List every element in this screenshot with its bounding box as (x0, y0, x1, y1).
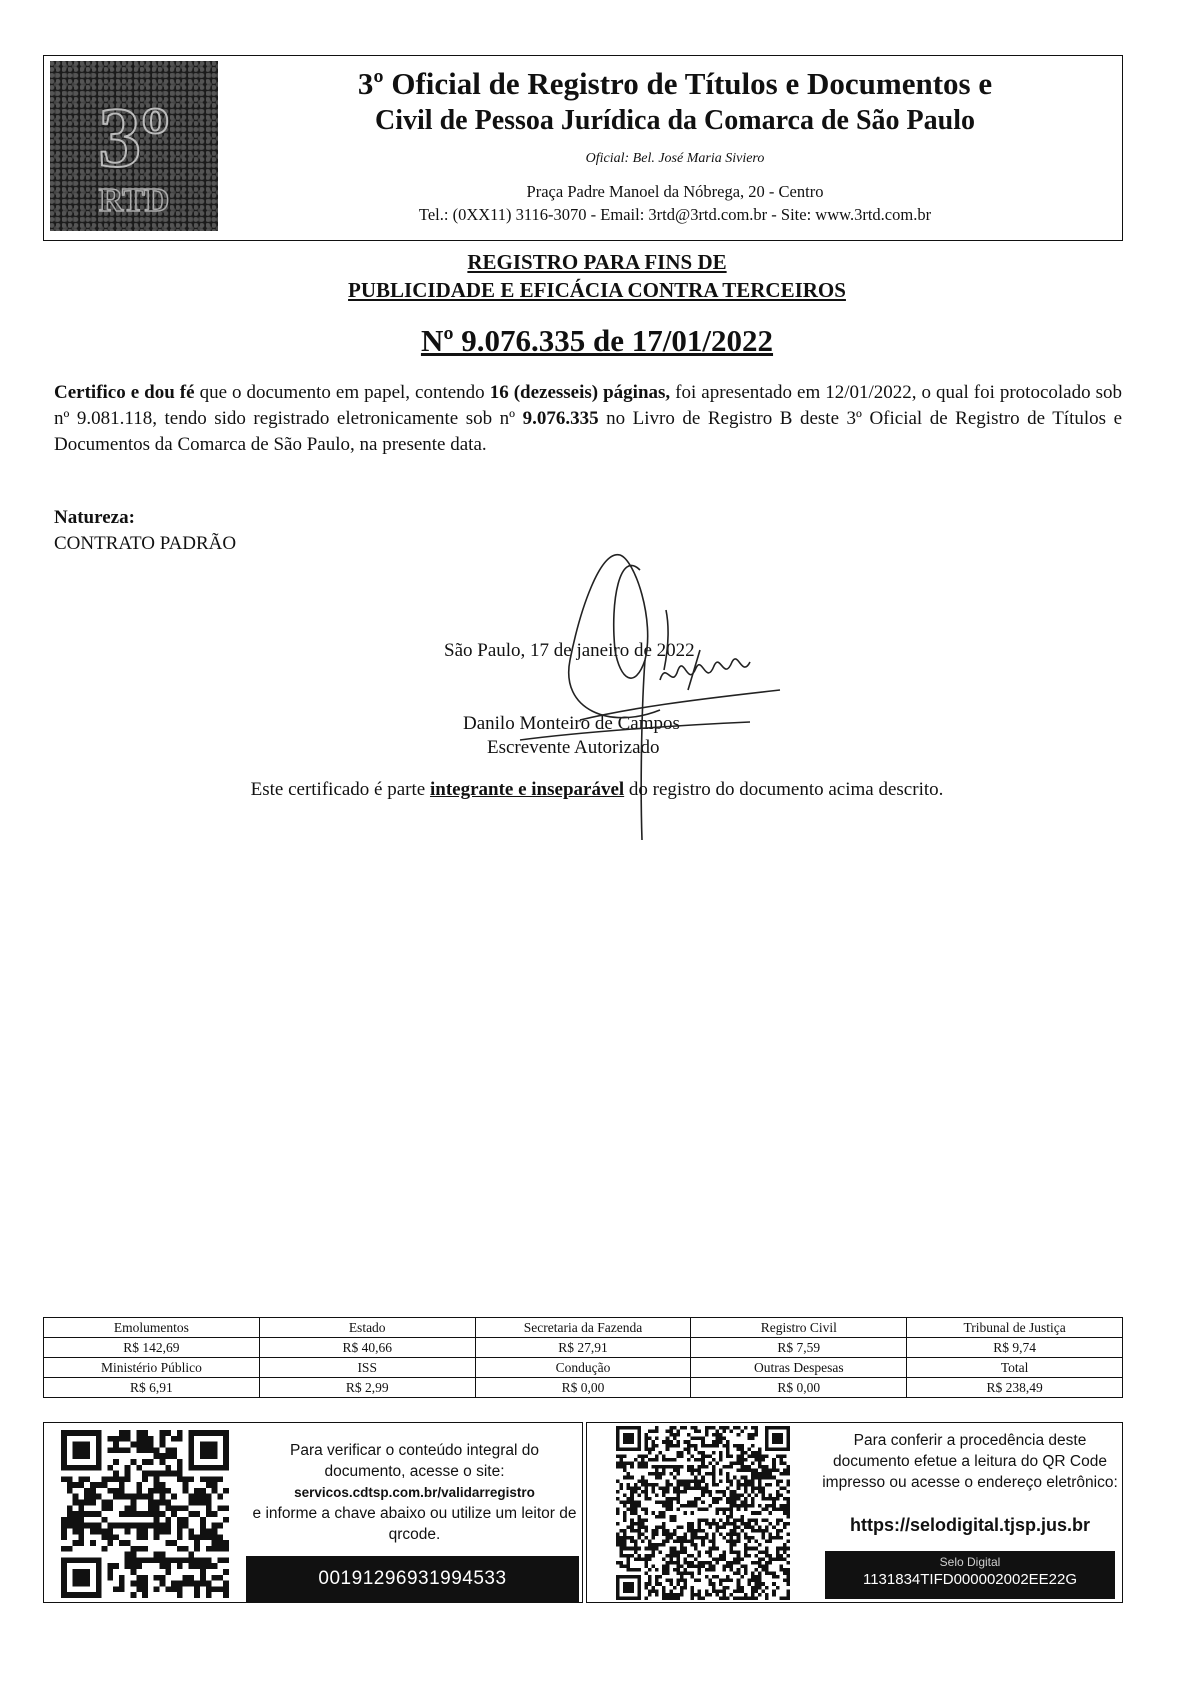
registry-title-line2: Civil de Pessoa Jurídica da Comarca de São Paulo (375, 105, 975, 136)
fee-label: Tribunal de Justiça (907, 1318, 1123, 1338)
selo-digital-box (825, 1551, 1115, 1599)
registry-address: Praça Padre Manoel da Nóbrega, 20 - Centro (526, 182, 824, 201)
selo-label: Selo Digital (939, 1555, 1001, 1569)
fee-label: Total (907, 1358, 1123, 1378)
selo-instructions: Para conferir a procedência deste documento efetue a leitura do QR Code impresso ou acesse o endereço eletrônico: (822, 1432, 1118, 1491)
qr-code-selo[interactable] (595, 1426, 811, 1600)
registration-number: Nº 9.076.335 de 17/01/2022 (420, 323, 774, 358)
fee-label: Secretaria da Fazenda (475, 1318, 691, 1338)
fee-value: R$ 27,91 (475, 1338, 691, 1358)
fee-value: R$ 9,74 (907, 1338, 1123, 1358)
verification-instructions (252, 1440, 577, 1545)
fee-label: Registro Civil (691, 1318, 907, 1338)
natureza-value: CONTRATO PADRÃO (54, 533, 237, 554)
fee-value: R$ 2,99 (259, 1378, 475, 1398)
handwritten-signature (430, 540, 870, 850)
fee-label: Ministério Público (44, 1358, 260, 1378)
fee-label: Outras Despesas (691, 1358, 907, 1378)
registration-title-line1: REGISTRO PARA FINS DE (467, 250, 727, 274)
fee-value: R$ 0,00 (475, 1378, 691, 1398)
fee-value: R$ 142,69 (44, 1338, 260, 1358)
svg-text:3º: 3º (98, 89, 170, 185)
selo-url[interactable]: https://selodigital.tjsp.jus.br (849, 1515, 1090, 1535)
fees-value-row (44, 1378, 1123, 1398)
natureza-label: Natureza: (54, 507, 135, 528)
svg-text:RTD: RTD (98, 182, 170, 219)
verification-key: 00191296931994533 (246, 1556, 579, 1602)
fees-label-row (44, 1358, 1123, 1378)
fees-value-row (44, 1338, 1123, 1358)
fees-label-row (44, 1318, 1123, 1338)
fee-value: R$ 238,49 (907, 1378, 1123, 1398)
selo-value: 1131834TIFD000002002EE22G (862, 1571, 1078, 1588)
fees-table (43, 1317, 1123, 1398)
verification-url[interactable]: servicos.cdtsp.com.br/validarregistro (294, 1485, 535, 1500)
fee-label: ISS (259, 1358, 475, 1378)
fee-value: R$ 6,91 (44, 1378, 260, 1398)
registry-logo (50, 61, 218, 231)
signatory-name: Danilo Monteiro de Campos (463, 713, 680, 734)
verification-line1: Para verificar o conteúdo integral do documento, acesse o site: (289, 1442, 539, 1480)
fee-label: Condução (475, 1358, 691, 1378)
fee-value: R$ 7,59 (691, 1338, 907, 1358)
certificate-paragraph: Certifico e dou fé que o documento em papel, contendo 16 (dezesseis) páginas, foi apresentado em 12/01/2022, o qual foi protocolado sob nº 9.081.118, tendo sido registrado eletronicamente sob nº 9.076.335 no Livro de Registro B deste 3º Oficial de Registro de Títulos e Documentos da Comarca de São Paulo, na presente data. (54, 382, 1122, 455)
fee-value: R$ 0,00 (691, 1378, 907, 1398)
registry-oficial: Oficial: Bel. José Maria Siviero (585, 151, 765, 166)
registry-title-line1: 3º Oficial de Registro de Títulos e Documentos e (357, 66, 993, 101)
fee-label: Estado (259, 1318, 475, 1338)
fee-label: Emolumentos (44, 1318, 260, 1338)
closing-statement: Este certificado é parte integrante e inseparável do registro do documento acima descrito. (250, 779, 944, 800)
verification-line2: e informe a chave abaixo ou utilize um leitor de qrcode. (252, 1505, 577, 1543)
registry-contact: Tel.: (0XX11) 3116-3070 - Email: 3rtd@3rtd.com.br - Site: www.3rtd.com.br (418, 205, 932, 224)
signatory-role: Escrevente Autorizado (487, 737, 660, 758)
fee-value: R$ 40,66 (259, 1338, 475, 1358)
registration-title-line2: PUBLICIDADE E EFICÁCIA CONTRA TERCEIROS (348, 278, 846, 302)
place-date: São Paulo, 17 de janeiro de 2022 (444, 640, 695, 661)
qr-code-validation[interactable] (50, 1430, 240, 1598)
